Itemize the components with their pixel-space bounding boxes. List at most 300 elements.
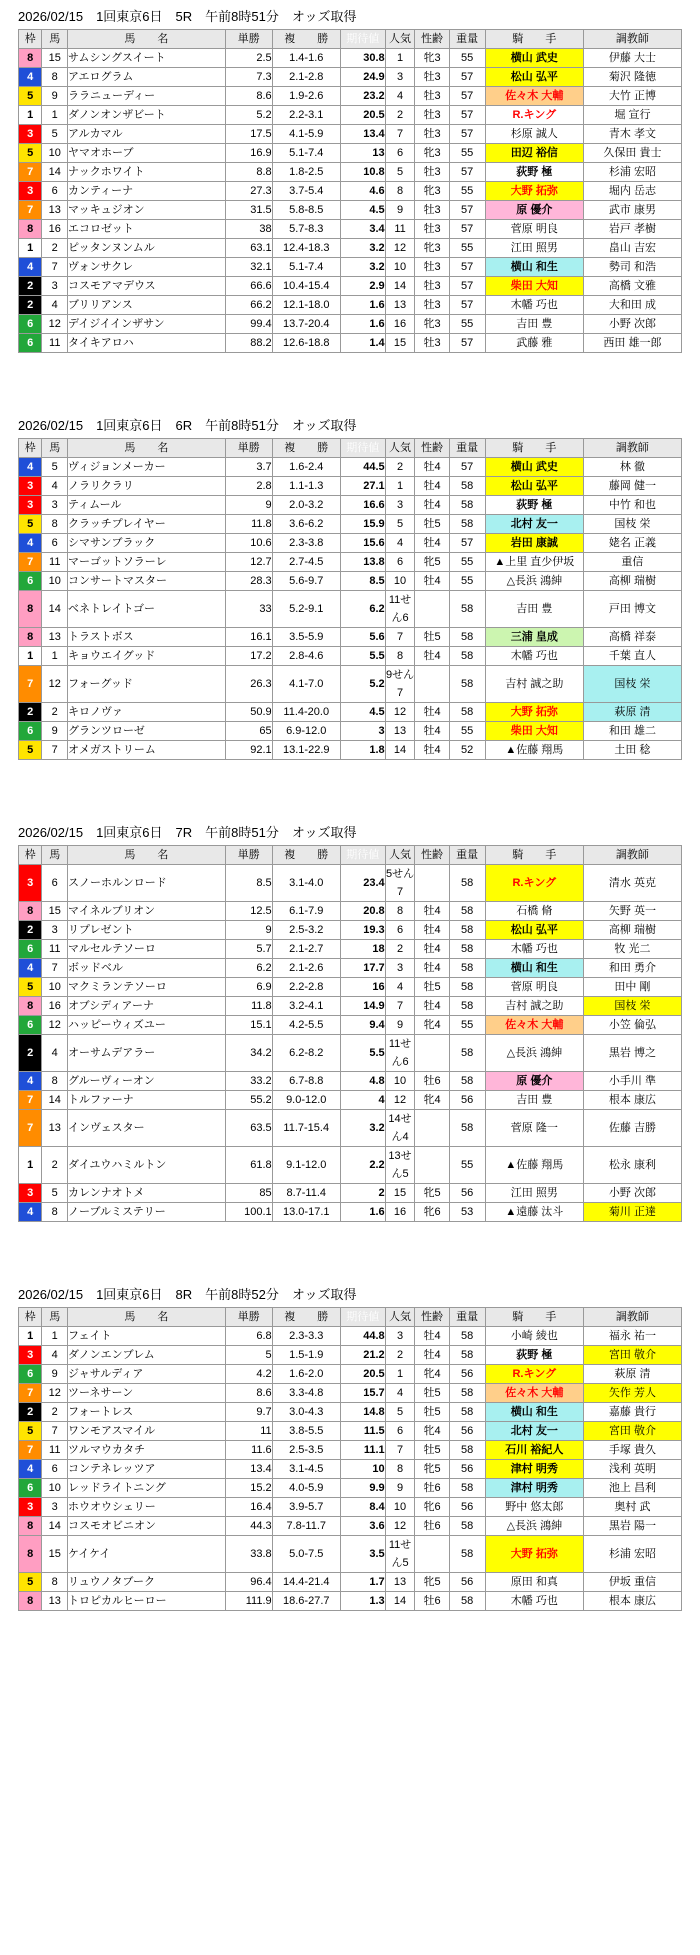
horse-number: 9 bbox=[42, 722, 68, 741]
jockey: 吉田 豊 bbox=[485, 591, 583, 628]
horse-name: リュウノタブーク bbox=[68, 1573, 226, 1592]
popularity: 12 bbox=[385, 239, 415, 258]
place-odds: 4.2-5.5 bbox=[272, 1016, 340, 1035]
popularity: 4 bbox=[385, 978, 415, 997]
place-odds: 5.1-7.4 bbox=[272, 144, 340, 163]
weight: 58 bbox=[449, 1479, 485, 1498]
table-row[interactable] bbox=[19, 1072, 682, 1091]
popularity: 16 bbox=[385, 315, 415, 334]
column-header-3[interactable]: 単勝 bbox=[225, 846, 272, 865]
waku-number: 5 bbox=[19, 144, 42, 163]
horse-name: コンテネレッツア bbox=[68, 1460, 226, 1479]
waku-number: 5 bbox=[19, 87, 42, 106]
win-odds: 88.2 bbox=[225, 334, 272, 353]
expected-value: 24.9 bbox=[340, 68, 385, 87]
table-row[interactable] bbox=[19, 1016, 682, 1035]
weight: 58 bbox=[449, 647, 485, 666]
column-header-3[interactable]: 単勝 bbox=[225, 30, 272, 49]
table-row[interactable] bbox=[19, 1479, 682, 1498]
waku-number: 8 bbox=[19, 1517, 42, 1536]
win-odds: 17.2 bbox=[225, 647, 272, 666]
jockey: △長浜 鴻紳 bbox=[485, 572, 583, 591]
jockey: 田辺 裕信 bbox=[485, 144, 583, 163]
trainer: 矢野 英一 bbox=[583, 902, 681, 921]
popularity: 12 bbox=[385, 1091, 415, 1110]
column-header-2[interactable]: 馬 名 bbox=[68, 439, 226, 458]
table-row[interactable] bbox=[19, 106, 682, 125]
expected-value: 5.2 bbox=[340, 666, 385, 703]
weight: 58 bbox=[449, 496, 485, 515]
win-odds: 8.5 bbox=[225, 865, 272, 902]
column-header-5[interactable]: 期待値 bbox=[340, 846, 385, 865]
column-header-7[interactable]: 性齢 bbox=[415, 846, 449, 865]
column-header-0[interactable]: 枠 bbox=[19, 846, 42, 865]
sex-age: 牡4 bbox=[415, 1346, 449, 1365]
table-row[interactable] bbox=[19, 315, 682, 334]
trainer: 手塚 貴久 bbox=[583, 1441, 681, 1460]
waku-number: 4 bbox=[19, 458, 42, 477]
column-header-8[interactable]: 重量 bbox=[449, 846, 485, 865]
jockey: 松山 弘平 bbox=[485, 68, 583, 87]
table-row[interactable] bbox=[19, 959, 682, 978]
horse-name: マッキュジオン bbox=[68, 201, 226, 220]
weight: 58 bbox=[449, 591, 485, 628]
popularity: 4 bbox=[385, 534, 415, 553]
column-header-1[interactable]: 馬 bbox=[42, 30, 68, 49]
horse-name: コスモアマデウス bbox=[68, 277, 226, 296]
table-row[interactable] bbox=[19, 1184, 682, 1203]
column-header-9[interactable]: 騎 手 bbox=[485, 30, 583, 49]
horse-number: 15 bbox=[42, 902, 68, 921]
table-row[interactable] bbox=[19, 534, 682, 553]
expected-value: 1.3 bbox=[340, 1592, 385, 1611]
table-row[interactable] bbox=[19, 572, 682, 591]
jockey: 津村 明秀 bbox=[485, 1460, 583, 1479]
column-header-9[interactable]: 騎 手 bbox=[485, 1308, 583, 1327]
horse-name: ハッピーウィズユー bbox=[68, 1016, 226, 1035]
sex-age: 牡5 bbox=[415, 515, 449, 534]
weight: 55 bbox=[449, 553, 485, 572]
expected-value: 20.5 bbox=[340, 106, 385, 125]
win-odds: 12.5 bbox=[225, 902, 272, 921]
jockey: ▲上里 直少伊坂 bbox=[485, 553, 583, 572]
win-odds: 85 bbox=[225, 1184, 272, 1203]
table-row[interactable] bbox=[19, 921, 682, 940]
table-row[interactable] bbox=[19, 49, 682, 68]
trainer: 黒岩 博之 bbox=[583, 1035, 681, 1072]
column-header-6[interactable]: 人気 bbox=[385, 846, 415, 865]
column-header-4[interactable]: 複 勝 bbox=[272, 30, 340, 49]
waku-number: 1 bbox=[19, 106, 42, 125]
expected-value: 1.4 bbox=[340, 334, 385, 353]
horse-number: 16 bbox=[42, 220, 68, 239]
horse-number: 8 bbox=[42, 1573, 68, 1592]
jockey: 菅原 明良 bbox=[485, 220, 583, 239]
table-row[interactable] bbox=[19, 1384, 682, 1403]
horse-name: キョウエイグッド bbox=[68, 647, 226, 666]
trainer: 池上 昌利 bbox=[583, 1479, 681, 1498]
expected-value: 23.2 bbox=[340, 87, 385, 106]
horse-name: ブリリアンス bbox=[68, 296, 226, 315]
table-row[interactable] bbox=[19, 997, 682, 1016]
popularity: 8 bbox=[385, 647, 415, 666]
column-header-10[interactable]: 調教師 bbox=[583, 30, 681, 49]
popularity: 14 bbox=[385, 1592, 415, 1611]
race-block bbox=[0, 1278, 700, 1611]
column-header-2[interactable]: 馬 名 bbox=[68, 30, 226, 49]
table-row[interactable] bbox=[19, 1441, 682, 1460]
sex-age: 牡4 bbox=[415, 534, 449, 553]
expected-value: 3 bbox=[340, 722, 385, 741]
column-header-8[interactable]: 重量 bbox=[449, 30, 485, 49]
table-row[interactable] bbox=[19, 666, 682, 703]
horse-number: 14 bbox=[42, 1517, 68, 1536]
trainer: 佐藤 吉勝 bbox=[583, 1110, 681, 1147]
table-row[interactable] bbox=[19, 220, 682, 239]
jockey: 原田 和真 bbox=[485, 1573, 583, 1592]
table-row[interactable] bbox=[19, 703, 682, 722]
table-row[interactable] bbox=[19, 1573, 682, 1592]
table-row[interactable] bbox=[19, 1365, 682, 1384]
place-odds: 6.9-12.0 bbox=[272, 722, 340, 741]
table-row[interactable] bbox=[19, 591, 682, 628]
horse-number: 16 bbox=[42, 997, 68, 1016]
horse-name: ピッタンヌンムル bbox=[68, 239, 226, 258]
table-row[interactable] bbox=[19, 477, 682, 496]
race-title: 2026/02/15 1回東京6日 5R 午前8時51分 オッズ取得 bbox=[18, 9, 357, 24]
sex-age: 牡3 bbox=[415, 106, 449, 125]
trainer: 畠山 吉宏 bbox=[583, 239, 681, 258]
waku-number: 1 bbox=[19, 647, 42, 666]
column-header-7[interactable]: 性齢 bbox=[415, 30, 449, 49]
popularity: 2 bbox=[385, 106, 415, 125]
place-odds: 1.9-2.6 bbox=[272, 87, 340, 106]
table-row[interactable] bbox=[19, 1346, 682, 1365]
table-row[interactable] bbox=[19, 258, 682, 277]
table-row[interactable] bbox=[19, 978, 682, 997]
table-row[interactable] bbox=[19, 1091, 682, 1110]
trainer: 杉浦 宏昭 bbox=[583, 1536, 681, 1573]
expected-value: 5.5 bbox=[340, 1035, 385, 1072]
expected-value: 4.8 bbox=[340, 1072, 385, 1091]
trainer: 堀内 岳志 bbox=[583, 182, 681, 201]
horse-number: 13 bbox=[42, 1592, 68, 1611]
place-odds: 3.1-4.0 bbox=[272, 865, 340, 902]
column-header-5[interactable]: 期待値 bbox=[340, 439, 385, 458]
jockey: 荻野 極 bbox=[485, 163, 583, 182]
place-odds: 11.7-15.4 bbox=[272, 1110, 340, 1147]
jockey: 柴田 大知 bbox=[485, 722, 583, 741]
win-odds: 7.3 bbox=[225, 68, 272, 87]
table-header-row bbox=[19, 439, 682, 458]
table-row[interactable] bbox=[19, 647, 682, 666]
column-header-1[interactable]: 馬 bbox=[42, 1308, 68, 1327]
waku-number: 3 bbox=[19, 1498, 42, 1517]
horse-name: ノラリクラリ bbox=[68, 477, 226, 496]
popularity: 2 bbox=[385, 1346, 415, 1365]
column-header-10[interactable]: 調教師 bbox=[583, 439, 681, 458]
horse-number: 3 bbox=[42, 277, 68, 296]
block-spacer bbox=[0, 760, 700, 816]
race-title: 2026/02/15 1回東京6日 6R 午前8時51分 オッズ取得 bbox=[18, 418, 357, 433]
race-block bbox=[0, 409, 700, 760]
horse-number: 7 bbox=[42, 959, 68, 978]
table-row[interactable] bbox=[19, 722, 682, 741]
popularity: 4 bbox=[385, 87, 415, 106]
expected-value: 23.4 bbox=[340, 865, 385, 902]
column-header-8[interactable]: 重量 bbox=[449, 1308, 485, 1327]
column-header-4[interactable]: 複 勝 bbox=[272, 846, 340, 865]
table-row[interactable] bbox=[19, 163, 682, 182]
place-odds: 3.5-5.9 bbox=[272, 628, 340, 647]
table-row[interactable] bbox=[19, 334, 682, 353]
column-header-1[interactable]: 馬 bbox=[42, 439, 68, 458]
table-row[interactable] bbox=[19, 1498, 682, 1517]
column-header-6[interactable]: 人気 bbox=[385, 1308, 415, 1327]
sex-age: 牡3 bbox=[415, 334, 449, 353]
jockey: 佐々木 大輔 bbox=[485, 87, 583, 106]
horse-number: 2 bbox=[42, 703, 68, 722]
horse-name: エコロゼット bbox=[68, 220, 226, 239]
trainer: 松永 康利 bbox=[583, 1147, 681, 1184]
expected-value: 4.6 bbox=[340, 182, 385, 201]
trainer: 西田 雄一郎 bbox=[583, 334, 681, 353]
popularity: 11せん6 bbox=[385, 591, 415, 628]
table-row[interactable] bbox=[19, 1327, 682, 1346]
win-odds: 6.9 bbox=[225, 978, 272, 997]
column-header-8[interactable]: 重量 bbox=[449, 439, 485, 458]
place-odds: 1.8-2.5 bbox=[272, 163, 340, 182]
weight: 58 bbox=[449, 902, 485, 921]
popularity: 1 bbox=[385, 477, 415, 496]
table-row[interactable] bbox=[19, 296, 682, 315]
place-odds: 12.6-18.8 bbox=[272, 334, 340, 353]
trainer: 清水 英克 bbox=[583, 865, 681, 902]
trainer: 宮田 敬介 bbox=[583, 1422, 681, 1441]
table-row[interactable] bbox=[19, 1536, 682, 1573]
table-row[interactable] bbox=[19, 741, 682, 760]
weight: 56 bbox=[449, 1573, 485, 1592]
horse-number: 6 bbox=[42, 534, 68, 553]
horse-name: リプレゼント bbox=[68, 921, 226, 940]
waku-number: 5 bbox=[19, 741, 42, 760]
expected-value: 3.4 bbox=[340, 220, 385, 239]
win-odds: 5.2 bbox=[225, 106, 272, 125]
jockey: ▲佐藤 翔馬 bbox=[485, 1147, 583, 1184]
sex-age: 牡3 bbox=[415, 277, 449, 296]
table-row[interactable] bbox=[19, 144, 682, 163]
weight: 57 bbox=[449, 220, 485, 239]
trainer: 大竹 正博 bbox=[583, 87, 681, 106]
column-header-5[interactable]: 期待値 bbox=[340, 1308, 385, 1327]
horse-name: ベネトレイトゴー bbox=[68, 591, 226, 628]
column-header-9[interactable]: 騎 手 bbox=[485, 846, 583, 865]
waku-number: 4 bbox=[19, 959, 42, 978]
place-odds: 5.2-9.1 bbox=[272, 591, 340, 628]
sex-age: 牡3 bbox=[415, 220, 449, 239]
horse-name: オメガストリーム bbox=[68, 741, 226, 760]
waku-number: 8 bbox=[19, 1592, 42, 1611]
column-header-7[interactable]: 性齢 bbox=[415, 439, 449, 458]
expected-value: 14.9 bbox=[340, 997, 385, 1016]
column-header-10[interactable]: 調教師 bbox=[583, 846, 681, 865]
horse-name: トルファーナ bbox=[68, 1091, 226, 1110]
waku-number: 2 bbox=[19, 703, 42, 722]
table-row[interactable] bbox=[19, 865, 682, 902]
horse-number: 15 bbox=[42, 49, 68, 68]
column-header-5[interactable]: 期待値 bbox=[340, 30, 385, 49]
weight: 58 bbox=[449, 666, 485, 703]
table-row[interactable] bbox=[19, 201, 682, 220]
horse-name: アルカマル bbox=[68, 125, 226, 144]
win-odds: 26.3 bbox=[225, 666, 272, 703]
popularity: 10 bbox=[385, 1498, 415, 1517]
column-header-2[interactable]: 馬 名 bbox=[68, 1308, 226, 1327]
trainer: 勢司 和浩 bbox=[583, 258, 681, 277]
win-odds: 50.9 bbox=[225, 703, 272, 722]
horse-name: カンティーナ bbox=[68, 182, 226, 201]
win-odds: 33 bbox=[225, 591, 272, 628]
column-header-0[interactable]: 枠 bbox=[19, 439, 42, 458]
place-odds: 3.1-4.5 bbox=[272, 1460, 340, 1479]
expected-value: 4.5 bbox=[340, 703, 385, 722]
popularity: 2 bbox=[385, 940, 415, 959]
weight: 58 bbox=[449, 477, 485, 496]
win-odds: 111.9 bbox=[225, 1592, 272, 1611]
table-row[interactable] bbox=[19, 1035, 682, 1072]
place-odds: 10.4-15.4 bbox=[272, 277, 340, 296]
jockey: 原 優介 bbox=[485, 1072, 583, 1091]
horse-number: 13 bbox=[42, 201, 68, 220]
popularity: 8 bbox=[385, 182, 415, 201]
popularity: 6 bbox=[385, 144, 415, 163]
table-row[interactable] bbox=[19, 515, 682, 534]
column-header-4[interactable]: 複 勝 bbox=[272, 439, 340, 458]
expected-value: 3.2 bbox=[340, 239, 385, 258]
horse-name: カレンナオトメ bbox=[68, 1184, 226, 1203]
table-row[interactable] bbox=[19, 239, 682, 258]
column-header-1[interactable]: 馬 bbox=[42, 846, 68, 865]
horse-name: ヴィジョンメーカー bbox=[68, 458, 226, 477]
expected-value: 44.5 bbox=[340, 458, 385, 477]
weight: 55 bbox=[449, 144, 485, 163]
table-row[interactable] bbox=[19, 1110, 682, 1147]
horse-number: 11 bbox=[42, 334, 68, 353]
waku-number: 1 bbox=[19, 1327, 42, 1346]
horse-name: ツーネサーン bbox=[68, 1384, 226, 1403]
place-odds: 5.6-9.7 bbox=[272, 572, 340, 591]
trainer: 根本 康広 bbox=[583, 1091, 681, 1110]
horse-number: 7 bbox=[42, 741, 68, 760]
column-header-4[interactable]: 複 勝 bbox=[272, 1308, 340, 1327]
table-row[interactable] bbox=[19, 940, 682, 959]
waku-number: 7 bbox=[19, 666, 42, 703]
trainer: 奥村 武 bbox=[583, 1498, 681, 1517]
table-row[interactable] bbox=[19, 1517, 682, 1536]
sex-age: 牡6 bbox=[415, 1517, 449, 1536]
sex-age: 牝5 bbox=[415, 553, 449, 572]
table-row[interactable] bbox=[19, 182, 682, 201]
table-row[interactable] bbox=[19, 553, 682, 572]
horse-number: 4 bbox=[42, 296, 68, 315]
table-row[interactable] bbox=[19, 1460, 682, 1479]
race-block bbox=[0, 816, 700, 1222]
column-header-3[interactable]: 単勝 bbox=[225, 1308, 272, 1327]
place-odds: 13.7-20.4 bbox=[272, 315, 340, 334]
jockey: ▲佐藤 翔馬 bbox=[485, 741, 583, 760]
jockey: 大野 拓弥 bbox=[485, 182, 583, 201]
expected-value: 8.4 bbox=[340, 1498, 385, 1517]
table-row[interactable] bbox=[19, 1422, 682, 1441]
column-header-7[interactable]: 性齢 bbox=[415, 1308, 449, 1327]
trainer: 国枝 栄 bbox=[583, 666, 681, 703]
trainer: 岩戸 孝樹 bbox=[583, 220, 681, 239]
popularity: 5せん7 bbox=[385, 865, 415, 902]
win-odds: 61.8 bbox=[225, 1147, 272, 1184]
weight: 55 bbox=[449, 572, 485, 591]
weight: 58 bbox=[449, 978, 485, 997]
expected-value: 44.8 bbox=[340, 1327, 385, 1346]
column-header-2[interactable]: 馬 名 bbox=[68, 846, 226, 865]
win-odds: 44.3 bbox=[225, 1517, 272, 1536]
table-row[interactable] bbox=[19, 87, 682, 106]
sex-age: 牡4 bbox=[415, 722, 449, 741]
column-header-10[interactable]: 調教師 bbox=[583, 1308, 681, 1327]
popularity: 10 bbox=[385, 1072, 415, 1091]
popularity: 14 bbox=[385, 277, 415, 296]
waku-number: 3 bbox=[19, 1346, 42, 1365]
table-row[interactable] bbox=[19, 902, 682, 921]
waku-number: 4 bbox=[19, 258, 42, 277]
popularity: 8 bbox=[385, 1460, 415, 1479]
trainer: 戸田 博文 bbox=[583, 591, 681, 628]
jockey: R.キング bbox=[485, 865, 583, 902]
expected-value: 9.9 bbox=[340, 1479, 385, 1498]
trainer: 伊藤 大士 bbox=[583, 49, 681, 68]
column-header-0[interactable]: 枠 bbox=[19, 30, 42, 49]
waku-number: 3 bbox=[19, 477, 42, 496]
jockey: 津村 明秀 bbox=[485, 1479, 583, 1498]
column-header-6[interactable]: 人気 bbox=[385, 30, 415, 49]
table-row[interactable] bbox=[19, 1592, 682, 1611]
horse-name: フォートレス bbox=[68, 1403, 226, 1422]
waku-number: 4 bbox=[19, 534, 42, 553]
place-odds: 5.1-7.4 bbox=[272, 258, 340, 277]
column-header-9[interactable]: 騎 手 bbox=[485, 439, 583, 458]
column-header-3[interactable]: 単勝 bbox=[225, 439, 272, 458]
table-row[interactable] bbox=[19, 1147, 682, 1184]
table-row[interactable] bbox=[19, 68, 682, 87]
table-row[interactable] bbox=[19, 1403, 682, 1422]
trainer: 大和田 成 bbox=[583, 296, 681, 315]
table-row[interactable] bbox=[19, 277, 682, 296]
table-row[interactable] bbox=[19, 125, 682, 144]
trainer: 黒岩 陽一 bbox=[583, 1517, 681, 1536]
column-header-0[interactable]: 枠 bbox=[19, 1308, 42, 1327]
expected-value: 1.8 bbox=[340, 741, 385, 760]
table-row[interactable] bbox=[19, 458, 682, 477]
expected-value: 15.6 bbox=[340, 534, 385, 553]
table-row[interactable] bbox=[19, 1203, 682, 1222]
table-row[interactable] bbox=[19, 628, 682, 647]
weight: 58 bbox=[449, 1327, 485, 1346]
table-row[interactable] bbox=[19, 496, 682, 515]
place-odds: 12.1-18.0 bbox=[272, 296, 340, 315]
trainer: 姥名 正義 bbox=[583, 534, 681, 553]
expected-value: 16.6 bbox=[340, 496, 385, 515]
popularity: 14 bbox=[385, 741, 415, 760]
column-header-6[interactable]: 人気 bbox=[385, 439, 415, 458]
